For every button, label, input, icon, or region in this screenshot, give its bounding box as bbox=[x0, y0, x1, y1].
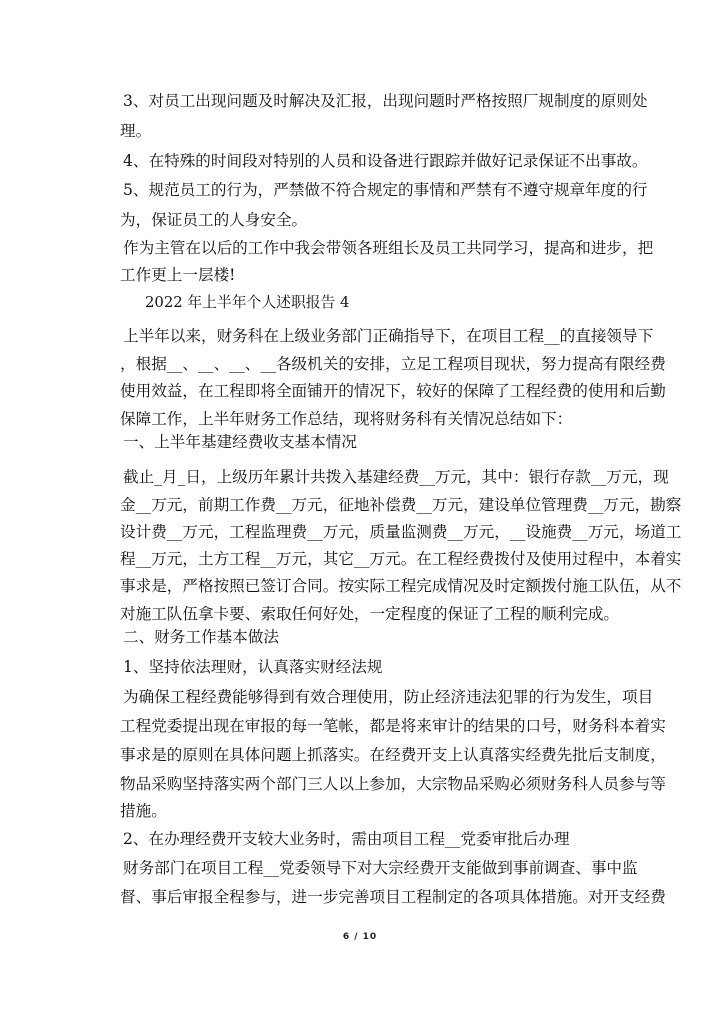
text-line: 事求是的原则在具体问题上抓落实。在经费开支上认真落实经费先批后支制度， bbox=[120, 746, 666, 764]
text-line: ，根据__、__、__、__各级机关的安排，立足工程项目现状，努力提高有限经费 bbox=[120, 355, 666, 373]
text-line: 工作更上一层楼! bbox=[120, 266, 236, 284]
section-title: 2022 年上半年个人述职报告 4 bbox=[145, 294, 350, 311]
subheading: 1、坚持依法理财，认真落实财经法规 bbox=[123, 658, 383, 676]
text-line: 措施。 bbox=[120, 802, 167, 820]
text-line: 事求是，严格按照已签订合同。按实际工程完成情况及时定额拨付施工队伍，从不 bbox=[120, 577, 682, 595]
text-line: 4、在特殊的时间段对特别的人员和设备进行跟踪并做好记录保证不出事故。 bbox=[123, 152, 648, 170]
text-line: 截止_月_日，上级历年累计共拨入基建经费__万元，其中：银行存款__万元，现 bbox=[123, 468, 669, 486]
text-line: 对施工队伍拿卡要、索取任何好处，一定程度的保证了工程的顺利完成。 bbox=[120, 605, 620, 623]
text-line: 为确保工程经费能够得到有效合理使用，防止经济违法犯罪的行为发生，项目 bbox=[123, 688, 654, 706]
text-line: 金__万元，前期工作费__万元，征地补偿费__万元，建设单位管理费__万元，勘察 bbox=[120, 496, 682, 514]
subheading: 2、在办理经费开支较大业务时，需由项目工程__党委审批后办理 bbox=[123, 830, 570, 848]
text-line: 3、对员工出现问题及时解决及汇报，出现问题时严格按照厂规制度的原则处 bbox=[123, 92, 648, 110]
text-line: 作为主管在以后的工作中我会带领各班组长及员工共同学习，提高和进步，把 bbox=[123, 239, 654, 257]
text-line: 物品采购坚持落实两个部门三人以上参加，大宗物品采购必须财务科人员参与等 bbox=[120, 775, 666, 793]
text-line: 工程党委提出现在审报的每一笔帐，都是将来审计的结果的口号，财务科本着实 bbox=[120, 717, 666, 735]
text-line: 督、事后审报全程参与，进一步完善项目工程制定的各项具体措施。对开支经费 bbox=[120, 888, 666, 906]
text-line: 理。 bbox=[120, 122, 152, 140]
text-line: 5、规范员工的行为，严禁做不符合规定的事情和严禁有不遵守规章年度的行 bbox=[123, 181, 648, 199]
text-line: 保障工作，上半年财务工作总结，现将财务科有关情况总结如下： bbox=[120, 410, 573, 428]
subheading: 二、财务工作基本做法 bbox=[123, 628, 279, 646]
text-line: 财务部门在项目工程__党委领导下对大宗经费开支能做到事前调查、事中监 bbox=[123, 859, 638, 877]
text-line: 程__万元，土方工程__万元，其它__万元。在工程经费拨付及使用过程中，本着实 bbox=[120, 550, 682, 568]
page-number: 6 / 10 bbox=[342, 932, 378, 942]
text-line: 使用效益，在工程即将全面铺开的情况下，较好的保障了工程经费的使用和后勤 bbox=[120, 382, 666, 400]
text-line: 为，保证员工的人身安全。 bbox=[120, 211, 308, 229]
text-line: 设计费__万元，工程监理费__万元，质量监测费__万元，__设施费__万元，场道工 bbox=[120, 523, 682, 541]
subheading: 一、上半年基建经费收支基本情况 bbox=[123, 433, 357, 451]
text-line: 上半年以来，财务科在上级业务部门正确指导下，在项目工程__的直接领导下 bbox=[123, 327, 654, 345]
